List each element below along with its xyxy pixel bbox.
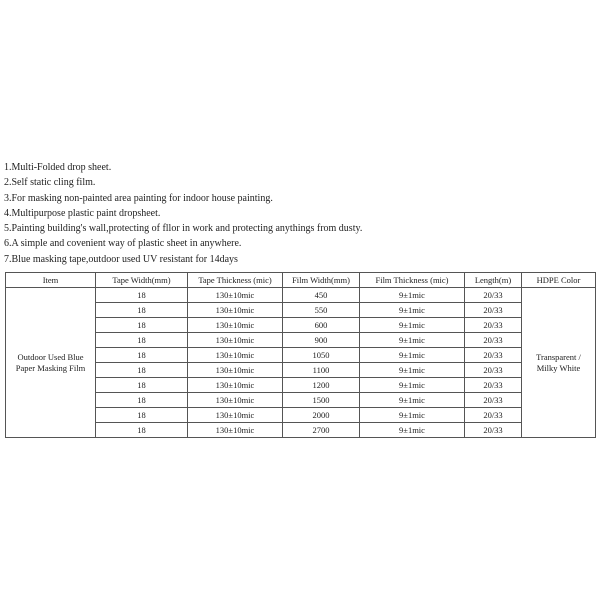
header-length: Length(m) xyxy=(465,273,522,288)
tape-thickness-cell: 130±10mic xyxy=(188,318,283,333)
tape-thickness-cell: 130±10mic xyxy=(188,378,283,393)
tape-thickness-cell: 130±10mic xyxy=(188,363,283,378)
tape-width-cell: 18 xyxy=(96,333,188,348)
film-width-cell: 1050 xyxy=(283,348,360,363)
hdpe-color-value: Transparent / Milky White xyxy=(536,351,581,373)
length-cell: 20/33 xyxy=(465,318,522,333)
table-header-row xyxy=(6,273,596,288)
tape-thickness-cell: 130±10mic xyxy=(188,303,283,318)
item-name: Outdoor Used Blue Paper Masking Film xyxy=(15,351,86,373)
film-thickness-cell: 9±1mic xyxy=(360,348,465,363)
header-film-width: Film Width(mm) xyxy=(283,273,360,288)
item-name-cell xyxy=(6,288,96,438)
header-film-thickness: Film Thickness (mic) xyxy=(360,273,465,288)
film-thickness-cell: 9±1mic xyxy=(360,333,465,348)
film-thickness-cell: 9±1mic xyxy=(360,423,465,438)
tape-width-cell: 18 xyxy=(96,378,188,393)
tape-thickness-cell: 130±10mic xyxy=(188,288,283,303)
length-cell: 20/33 xyxy=(465,303,522,318)
tape-thickness-cell: 130±10mic xyxy=(188,408,283,423)
length-cell: 20/33 xyxy=(465,348,522,363)
film-thickness-cell: 9±1mic xyxy=(360,288,465,303)
length-cell: 20/33 xyxy=(465,378,522,393)
header-hdpe-color: HDPE Color xyxy=(522,273,596,288)
tape-width-cell: 18 xyxy=(96,288,188,303)
film-width-cell: 1100 xyxy=(283,363,360,378)
film-thickness-cell: 9±1mic xyxy=(360,318,465,333)
feature-item: 5.Painting building's wall,protecting of fllor in work and protecting anythings from dusty. xyxy=(4,223,363,235)
tape-width-cell: 18 xyxy=(96,303,188,318)
header-tape-thickness: Tape Thickness (mic) xyxy=(188,273,283,288)
film-width-cell: 2000 xyxy=(283,408,360,423)
film-width-cell: 2700 xyxy=(283,423,360,438)
header-item: Item xyxy=(6,273,96,288)
length-cell: 20/33 xyxy=(465,333,522,348)
film-thickness-cell: 9±1mic xyxy=(360,363,465,378)
tape-width-cell: 18 xyxy=(96,423,188,438)
table-row xyxy=(6,288,596,303)
spec-table xyxy=(5,272,596,438)
feature-item: 6.A simple and covenient way of plastic sheet in anywhere. xyxy=(4,238,242,250)
tape-width-cell: 18 xyxy=(96,363,188,378)
film-thickness-cell: 9±1mic xyxy=(360,303,465,318)
film-width-cell: 1200 xyxy=(283,378,360,393)
tape-thickness-cell: 130±10mic xyxy=(188,348,283,363)
feature-list xyxy=(4,160,596,267)
tape-thickness-cell: 130±10mic xyxy=(188,333,283,348)
length-cell: 20/33 xyxy=(465,393,522,408)
film-width-cell: 600 xyxy=(283,318,360,333)
length-cell: 20/33 xyxy=(465,408,522,423)
film-thickness-cell: 9±1mic xyxy=(360,378,465,393)
film-thickness-cell: 9±1mic xyxy=(360,393,465,408)
film-width-cell: 1500 xyxy=(283,393,360,408)
header-tape-width: Tape Width(mm) xyxy=(96,273,188,288)
length-cell: 20/33 xyxy=(465,423,522,438)
feature-item: 2.Self static cling film. xyxy=(4,177,96,189)
film-width-cell: 900 xyxy=(283,333,360,348)
feature-item: 3.For masking non-painted area painting for indoor house painting. xyxy=(4,192,273,204)
tape-width-cell: 18 xyxy=(96,348,188,363)
tape-width-cell: 18 xyxy=(96,318,188,333)
feature-item: 1.Multi-Folded drop sheet. xyxy=(4,162,112,173)
hdpe-color-cell xyxy=(522,288,596,438)
tape-thickness-cell: 130±10mic xyxy=(188,423,283,438)
feature-item: 7.Blue masking tape,outdoor used UV resistant for 14days xyxy=(4,253,238,265)
length-cell: 20/33 xyxy=(465,363,522,378)
tape-width-cell: 18 xyxy=(96,393,188,408)
film-thickness-cell: 9±1mic xyxy=(360,408,465,423)
film-width-cell: 550 xyxy=(283,303,360,318)
film-width-cell: 450 xyxy=(283,288,360,303)
tape-thickness-cell: 130±10mic xyxy=(188,393,283,408)
feature-item: 4.Multipurpose plastic paint dropsheet. xyxy=(4,207,161,219)
tape-width-cell: 18 xyxy=(96,408,188,423)
length-cell: 20/33 xyxy=(465,288,522,303)
